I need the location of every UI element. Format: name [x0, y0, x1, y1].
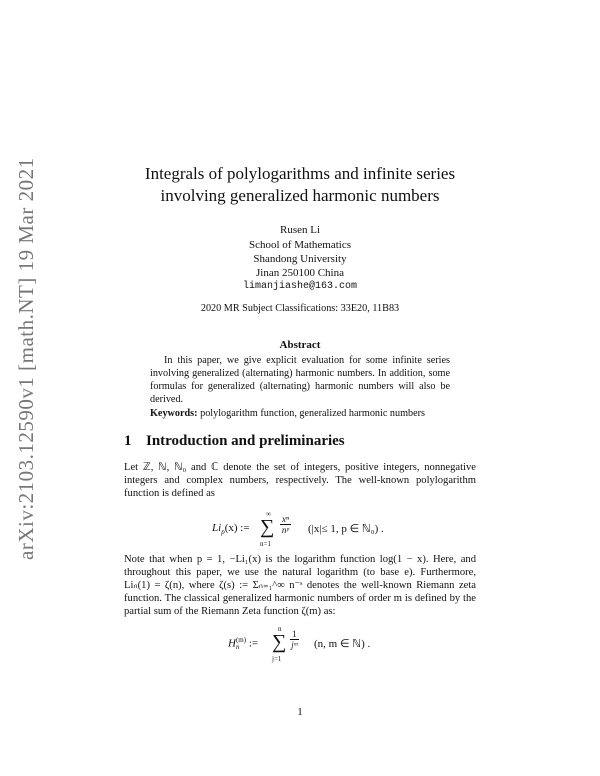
arxiv-stamp: arXiv:2103.12590v1 [math.NT] 19 Mar 2021: [14, 157, 38, 560]
eq1-sum-top: ∞: [266, 510, 271, 518]
eq1-condition: (|x|≤ 1, p ∈ ℕ₀) .: [308, 523, 384, 535]
subject-classification: 2020 MR Subject Classifications: 33E20, 11B83: [200, 303, 400, 314]
eq2-condition: (n, m ∈ ℕ) .: [314, 638, 371, 650]
eq2-sum-bottom: j=1: [272, 655, 282, 663]
keywords-text: polylogarithm function, generalized harmonic numbers: [200, 408, 425, 419]
eq1-numerator: xⁿ: [282, 514, 289, 524]
eq1-sum-bottom: n=1: [260, 540, 271, 548]
abstract-body: [150, 354, 450, 420]
eq1-sum-symbol: ∑: [260, 516, 275, 538]
section-number: 1: [124, 433, 132, 449]
affiliation-2: Shandong University: [253, 253, 347, 265]
keywords-line: [150, 407, 450, 420]
author-email[interactable]: limanjiashe@163.com: [242, 281, 358, 292]
title-line-1: Integrals of polylogarithms and infinite series: [144, 164, 456, 183]
intro-paragraph-1: [124, 461, 476, 500]
intro-paragraph-1-text: Let ℤ, ℕ, ℕ₀ and ℂ denote the set of integers, positive integers, nonnegative integers and complex numbers, respectively. The well-known polylogarithm function is defined as: [124, 462, 476, 499]
section-heading: [124, 433, 345, 450]
eq2-fraction: [290, 629, 299, 650]
eq1-denominator: nᵖ: [281, 525, 289, 535]
eq1-lhs-arg: (x) :=: [224, 522, 250, 534]
affiliation-3: Jinan 250100 China: [256, 267, 344, 279]
paper-title: [100, 163, 500, 207]
eq2-sum-symbol: ∑: [272, 631, 287, 653]
eq2-denominator: jᵐ: [291, 640, 298, 650]
harmonic-number-definition-equation: [228, 623, 428, 663]
intro-paragraph-2-text: Note that when p = 1, −Li₁(x) is the logarithm function log(1 − x). Here, and throughout this paper, we use the natural logarithm (to base e). Furthermore, Liₙ(1) = ζ(n), where ζ(s) := Σₙ₌₁^∞ n⁻ˢ denotes the well-known Riemann zeta function. The classical generalized harmonic numbers of order m is defined by the partial sum of the Riemann Zeta function ζ(m) as:: [124, 554, 476, 617]
eq2-lhs-sup: (m): [235, 636, 247, 644]
eq2-lhs: H: [228, 637, 236, 650]
eq1-fraction: [280, 514, 291, 535]
eq2-sum-top: n: [278, 625, 282, 633]
eq1-lhs-sub: p: [221, 528, 225, 537]
eq2-numerator: 1: [292, 629, 297, 639]
eq2-assign: :=: [248, 637, 259, 650]
author-name: Rusen Li: [279, 224, 321, 236]
polylog-definition-equation: [212, 510, 412, 546]
keywords-label: Keywords:: [150, 408, 198, 419]
abstract-text: In this paper, we give explicit evaluation for some infinite series involving generalized (alternating) harmonic numbers. In addition, some formulas for generalized (alternating) harmonic numbers will also be derived.: [150, 355, 450, 405]
title-line-2: involving generalized harmonic numbers: [160, 186, 440, 205]
section-title: Introduction and preliminaries: [146, 433, 345, 449]
abstract-heading: Abstract: [279, 339, 321, 351]
eq1-lhs: Li: [212, 522, 222, 534]
eq2-lhs-sub: n: [235, 643, 240, 651]
page-number: 1: [297, 706, 303, 718]
affiliation-1: School of Mathematics: [248, 239, 352, 251]
intro-paragraph-2: [124, 553, 476, 618]
